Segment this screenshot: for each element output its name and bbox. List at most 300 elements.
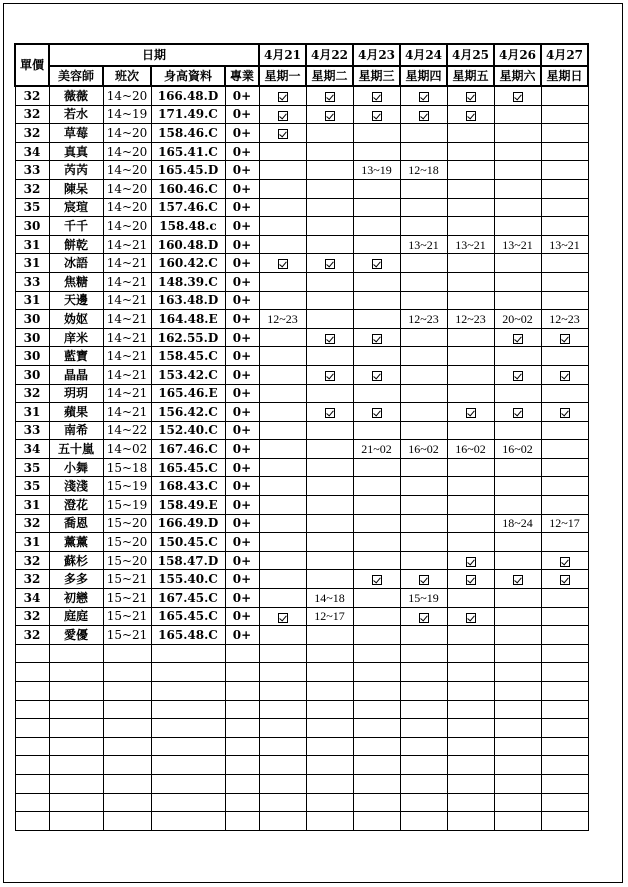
day-cell xyxy=(306,142,353,161)
name-cell: 草莓 xyxy=(49,124,103,143)
price-cell: 32 xyxy=(15,124,49,143)
empty-cell xyxy=(259,682,306,701)
shift-cell: 14~21 xyxy=(103,384,151,403)
shift-cell: 14~21 xyxy=(103,291,151,310)
day-cell xyxy=(306,217,353,236)
empty-cell xyxy=(541,793,588,812)
price-cell: 35 xyxy=(15,477,49,496)
price-cell: 31 xyxy=(15,533,49,552)
empty-cell xyxy=(541,682,588,701)
day-cell xyxy=(259,514,306,533)
specialty-cell: 0+ xyxy=(225,347,259,366)
price-cell: 32 xyxy=(15,86,49,105)
name-cell: 妫妪 xyxy=(49,310,103,329)
day-cell xyxy=(259,235,306,254)
day-cell xyxy=(353,496,400,515)
empty-cell xyxy=(259,756,306,775)
name-column-header: 美容師 xyxy=(49,66,103,86)
day-cell: 21~02 xyxy=(353,440,400,459)
day-cell xyxy=(353,291,400,310)
name-cell: 庠米 xyxy=(49,328,103,347)
empty-cell xyxy=(49,793,103,812)
day-cell xyxy=(306,384,353,403)
empty-cell xyxy=(49,644,103,663)
shift-cell: 14~21 xyxy=(103,235,151,254)
empty-cell xyxy=(103,774,151,793)
day-cell xyxy=(259,458,306,477)
day-cell xyxy=(494,328,541,347)
height-cell: 153.42.C xyxy=(151,365,225,384)
checkbox-checked-icon xyxy=(419,111,429,121)
day-cell xyxy=(447,347,494,366)
empty-cell xyxy=(447,812,494,831)
price-cell: 30 xyxy=(15,365,49,384)
name-cell: 喬恩 xyxy=(49,514,103,533)
day-cell: 13~21 xyxy=(494,235,541,254)
day-cell xyxy=(400,384,447,403)
day-cell xyxy=(541,626,588,645)
day-cell xyxy=(259,328,306,347)
day-cell xyxy=(306,533,353,552)
empty-cell xyxy=(447,737,494,756)
day-cell xyxy=(541,458,588,477)
day-cell xyxy=(494,626,541,645)
empty-cell xyxy=(225,812,259,831)
empty-row xyxy=(15,663,588,682)
day-cell xyxy=(353,310,400,329)
height-cell: 166.48.D xyxy=(151,86,225,105)
day-cell xyxy=(447,179,494,198)
day-cell xyxy=(400,551,447,570)
shift-cell: 14~21 xyxy=(103,272,151,291)
specialty-cell: 0+ xyxy=(225,514,259,533)
day-cell xyxy=(259,570,306,589)
empty-cell xyxy=(447,719,494,738)
table-row xyxy=(15,477,588,496)
day-cell: 12~23 xyxy=(447,310,494,329)
day-cell xyxy=(400,124,447,143)
checkbox-checked-icon xyxy=(325,92,335,102)
day-cell xyxy=(353,607,400,626)
specialty-cell: 0+ xyxy=(225,458,259,477)
empty-cell xyxy=(151,719,225,738)
specialty-cell: 0+ xyxy=(225,217,259,236)
table-row xyxy=(15,440,588,459)
empty-cell xyxy=(151,793,225,812)
day-cell xyxy=(447,589,494,608)
day-cell xyxy=(541,161,588,180)
specialty-column-header: 專業 xyxy=(225,66,259,86)
day-cell xyxy=(306,403,353,422)
name-cell: 餅乾 xyxy=(49,235,103,254)
day-cell xyxy=(541,142,588,161)
day-cell xyxy=(541,551,588,570)
empty-cell xyxy=(494,812,541,831)
empty-cell xyxy=(400,663,447,682)
day-cell xyxy=(447,477,494,496)
specialty-cell: 0+ xyxy=(225,291,259,310)
day-cell xyxy=(400,291,447,310)
day-cell xyxy=(541,124,588,143)
price-cell: 34 xyxy=(15,142,49,161)
name-cell: 真真 xyxy=(49,142,103,161)
day-cell xyxy=(447,458,494,477)
empty-cell xyxy=(259,812,306,831)
shift-cell: 14~21 xyxy=(103,254,151,273)
name-cell: 薇薇 xyxy=(49,86,103,105)
date-header-cell: 4月24 xyxy=(400,44,447,66)
table-row xyxy=(15,533,588,552)
day-cell xyxy=(400,403,447,422)
day-cell xyxy=(306,291,353,310)
day-cell xyxy=(306,514,353,533)
day-cell: 13~21 xyxy=(400,235,447,254)
empty-cell xyxy=(15,719,49,738)
height-cell: 158.49.E xyxy=(151,496,225,515)
shift-cell: 15~19 xyxy=(103,477,151,496)
day-cell xyxy=(494,86,541,105)
empty-cell xyxy=(400,737,447,756)
price-cell: 31 xyxy=(15,403,49,422)
day-cell xyxy=(447,607,494,626)
day-cell xyxy=(541,589,588,608)
checkbox-checked-icon xyxy=(278,92,288,102)
table-row xyxy=(15,328,588,347)
shift-cell: 15~18 xyxy=(103,458,151,477)
checkbox-checked-icon xyxy=(372,371,382,381)
day-cell xyxy=(494,589,541,608)
price-cell: 33 xyxy=(15,161,49,180)
height-cell: 165.41.C xyxy=(151,142,225,161)
empty-cell xyxy=(353,700,400,719)
empty-cell xyxy=(400,756,447,775)
day-cell: 18~24 xyxy=(494,514,541,533)
empty-cell xyxy=(15,663,49,682)
height-cell: 165.45.C xyxy=(151,458,225,477)
day-cell xyxy=(259,589,306,608)
day-cell xyxy=(400,514,447,533)
day-cell xyxy=(259,105,306,124)
empty-cell xyxy=(259,793,306,812)
checkbox-checked-icon xyxy=(466,557,476,567)
day-cell xyxy=(353,124,400,143)
name-cell: 藍寶 xyxy=(49,347,103,366)
day-cell xyxy=(494,477,541,496)
price-cell: 32 xyxy=(15,514,49,533)
day-cell xyxy=(494,291,541,310)
shift-cell: 14~20 xyxy=(103,124,151,143)
empty-cell xyxy=(225,719,259,738)
empty-cell xyxy=(447,663,494,682)
empty-cell xyxy=(306,756,353,775)
height-cell: 158.47.D xyxy=(151,551,225,570)
empty-cell xyxy=(15,644,49,663)
name-cell: 焦糖 xyxy=(49,272,103,291)
shift-cell: 14~21 xyxy=(103,310,151,329)
checkbox-checked-icon xyxy=(466,613,476,623)
day-cell xyxy=(306,626,353,645)
shift-cell: 15~20 xyxy=(103,533,151,552)
day-cell xyxy=(306,458,353,477)
table-row xyxy=(15,235,588,254)
specialty-cell: 0+ xyxy=(225,105,259,124)
day-cell xyxy=(353,384,400,403)
specialty-cell: 0+ xyxy=(225,477,259,496)
price-header: 單價 xyxy=(15,44,49,86)
day-cell: 12~18 xyxy=(400,161,447,180)
table-row xyxy=(15,310,588,329)
shift-cell: 15~19 xyxy=(103,496,151,515)
day-cell xyxy=(494,458,541,477)
day-cell xyxy=(400,607,447,626)
price-cell: 32 xyxy=(15,384,49,403)
height-cell: 157.46.C xyxy=(151,198,225,217)
day-cell xyxy=(447,105,494,124)
date-header-cell: 4月27 xyxy=(541,44,588,66)
day-cell: 12~23 xyxy=(259,310,306,329)
shift-cell: 14~20 xyxy=(103,217,151,236)
day-cell xyxy=(353,347,400,366)
empty-cell xyxy=(306,774,353,793)
day-cell xyxy=(259,347,306,366)
table-row xyxy=(15,589,588,608)
day-cell xyxy=(306,86,353,105)
checkbox-checked-icon xyxy=(513,92,523,102)
empty-cell xyxy=(306,719,353,738)
name-cell: 小舞 xyxy=(49,458,103,477)
height-cell: 166.49.D xyxy=(151,514,225,533)
empty-cell xyxy=(151,682,225,701)
specialty-cell: 0+ xyxy=(225,589,259,608)
day-cell xyxy=(306,328,353,347)
empty-cell xyxy=(49,700,103,719)
day-cell xyxy=(400,533,447,552)
day-cell xyxy=(541,440,588,459)
name-cell: 陳呆 xyxy=(49,179,103,198)
specialty-cell: 0+ xyxy=(225,496,259,515)
day-cell xyxy=(494,124,541,143)
height-cell: 155.40.C xyxy=(151,570,225,589)
empty-cell xyxy=(259,663,306,682)
price-cell: 32 xyxy=(15,105,49,124)
price-cell: 32 xyxy=(15,551,49,570)
checkbox-checked-icon xyxy=(325,111,335,121)
day-cell xyxy=(400,142,447,161)
specialty-cell: 0+ xyxy=(225,403,259,422)
day-cell xyxy=(494,105,541,124)
day-cell xyxy=(400,254,447,273)
height-cell: 165.46.E xyxy=(151,384,225,403)
checkbox-checked-icon xyxy=(466,408,476,418)
empty-row xyxy=(15,682,588,701)
day-cell xyxy=(306,161,353,180)
day-cell xyxy=(353,626,400,645)
empty-row xyxy=(15,756,588,775)
name-cell: 千千 xyxy=(49,217,103,236)
day-cell xyxy=(306,347,353,366)
empty-cell xyxy=(225,756,259,775)
day-cell xyxy=(494,570,541,589)
checkbox-checked-icon xyxy=(278,259,288,269)
checkbox-checked-icon xyxy=(419,613,429,623)
day-cell xyxy=(306,254,353,273)
empty-cell xyxy=(494,644,541,663)
empty-cell xyxy=(49,663,103,682)
empty-cell xyxy=(15,812,49,831)
empty-cell xyxy=(494,737,541,756)
empty-cell xyxy=(151,756,225,775)
name-cell: 澄花 xyxy=(49,496,103,515)
checkbox-checked-icon xyxy=(560,408,570,418)
day-cell xyxy=(400,86,447,105)
day-cell xyxy=(447,570,494,589)
empty-cell xyxy=(447,644,494,663)
day-cell xyxy=(447,328,494,347)
shift-cell: 15~21 xyxy=(103,626,151,645)
day-cell xyxy=(447,514,494,533)
empty-cell xyxy=(494,700,541,719)
checkbox-checked-icon xyxy=(560,557,570,567)
empty-cell xyxy=(225,793,259,812)
day-cell xyxy=(306,496,353,515)
day-cell xyxy=(541,403,588,422)
empty-cell xyxy=(225,737,259,756)
empty-cell xyxy=(151,812,225,831)
day-cell: 13~19 xyxy=(353,161,400,180)
day-cell xyxy=(400,477,447,496)
price-cell: 30 xyxy=(15,328,49,347)
checkbox-checked-icon xyxy=(372,259,382,269)
empty-cell xyxy=(541,774,588,793)
table-row xyxy=(15,254,588,273)
day-cell xyxy=(541,384,588,403)
day-cell: 16~02 xyxy=(400,440,447,459)
table-row xyxy=(15,179,588,198)
checkbox-checked-icon xyxy=(325,334,335,344)
table-row xyxy=(15,365,588,384)
day-cell xyxy=(259,291,306,310)
name-cell: 庭庭 xyxy=(49,607,103,626)
empty-cell xyxy=(103,756,151,775)
empty-cell xyxy=(400,793,447,812)
empty-cell xyxy=(49,719,103,738)
empty-cell xyxy=(494,774,541,793)
empty-cell xyxy=(306,700,353,719)
empty-cell xyxy=(306,812,353,831)
day-cell xyxy=(494,607,541,626)
day-cell xyxy=(400,458,447,477)
day-cell xyxy=(400,347,447,366)
day-cell xyxy=(494,272,541,291)
empty-cell xyxy=(494,682,541,701)
day-cell xyxy=(541,105,588,124)
height-cell: 167.46.C xyxy=(151,440,225,459)
empty-cell xyxy=(15,700,49,719)
price-cell: 31 xyxy=(15,254,49,273)
day-cell xyxy=(400,570,447,589)
empty-cell xyxy=(103,793,151,812)
day-cell xyxy=(259,496,306,515)
empty-cell xyxy=(49,682,103,701)
empty-cell xyxy=(400,774,447,793)
price-cell: 32 xyxy=(15,626,49,645)
day-cell xyxy=(494,198,541,217)
day-cell xyxy=(353,198,400,217)
day-cell xyxy=(353,589,400,608)
height-cell: 163.48.D xyxy=(151,291,225,310)
specialty-cell: 0+ xyxy=(225,254,259,273)
empty-cell xyxy=(541,663,588,682)
empty-cell xyxy=(15,682,49,701)
day-cell xyxy=(400,198,447,217)
price-cell: 31 xyxy=(15,291,49,310)
weekday-header-cell: 星期三 xyxy=(353,66,400,86)
day-cell xyxy=(306,124,353,143)
day-cell xyxy=(541,198,588,217)
empty-cell xyxy=(353,719,400,738)
day-cell xyxy=(494,533,541,552)
day-cell xyxy=(494,403,541,422)
day-cell xyxy=(541,272,588,291)
specialty-cell: 0+ xyxy=(225,384,259,403)
empty-cell xyxy=(541,700,588,719)
empty-cell xyxy=(259,774,306,793)
price-cell: 30 xyxy=(15,217,49,236)
date-header-cell: 4月26 xyxy=(494,44,541,66)
height-cell: 158.46.C xyxy=(151,124,225,143)
name-cell: 蘋果 xyxy=(49,403,103,422)
table-row xyxy=(15,458,588,477)
empty-cell xyxy=(400,700,447,719)
empty-cell xyxy=(353,644,400,663)
table-row xyxy=(15,161,588,180)
empty-cell xyxy=(225,663,259,682)
empty-cell xyxy=(353,756,400,775)
day-cell xyxy=(447,626,494,645)
empty-cell xyxy=(306,682,353,701)
empty-row xyxy=(15,793,588,812)
checkbox-checked-icon xyxy=(419,575,429,585)
day-cell xyxy=(353,551,400,570)
empty-cell xyxy=(225,774,259,793)
day-cell: 12~17 xyxy=(306,607,353,626)
checkbox-checked-icon xyxy=(466,575,476,585)
empty-row xyxy=(15,774,588,793)
schedule-table xyxy=(14,43,589,831)
empty-cell xyxy=(353,682,400,701)
price-cell: 35 xyxy=(15,198,49,217)
specialty-cell: 0+ xyxy=(225,310,259,329)
checkbox-checked-icon xyxy=(278,129,288,139)
height-cell: 150.45.C xyxy=(151,533,225,552)
day-cell xyxy=(306,551,353,570)
empty-cell xyxy=(306,737,353,756)
day-cell xyxy=(400,217,447,236)
day-cell xyxy=(259,198,306,217)
day-cell xyxy=(353,570,400,589)
table-row xyxy=(15,272,588,291)
empty-cell xyxy=(447,793,494,812)
name-cell: 薰薰 xyxy=(49,533,103,552)
height-column-header: 身高資料 xyxy=(151,66,225,86)
price-cell: 34 xyxy=(15,589,49,608)
empty-cell xyxy=(103,663,151,682)
day-cell xyxy=(353,514,400,533)
checkbox-checked-icon xyxy=(419,92,429,102)
price-cell: 31 xyxy=(15,496,49,515)
empty-row xyxy=(15,644,588,663)
empty-cell xyxy=(353,774,400,793)
